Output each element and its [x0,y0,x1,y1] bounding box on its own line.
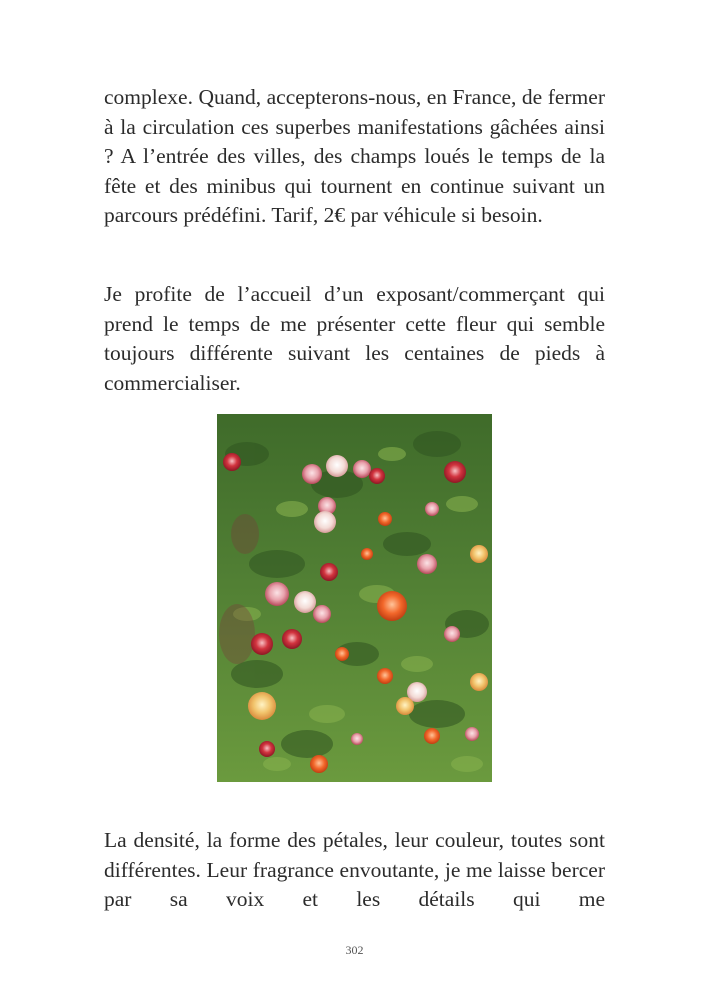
page-number: 302 [345,943,364,957]
paragraph-intro: complexe. Quand, accepterons-nous, en France, de fermer à la circulation ces superbes manifestations gâchées ainsi ? A l’entrée des villes, des champs loués le temps de la fête et des minibus qui tournent en continue suivant un parcours prédéfini. Tarif, 2€ par véhicule si besoin. [104,85,605,227]
rose-bushes-photo [217,414,492,782]
paragraph-petals: La densité, la forme des pétales, leur couleur, toutes sont différentes. Leur fragrance envoutante, je me laisse bercer par sa voix et les détails qui me [104,828,605,911]
rose-bushes-illustration [217,414,492,782]
paragraph-exhibitor: Je profite de l’accueil d’un exposant/commerçant qui prend le temps de me présenter cette fleur qui semble toujours différente suivant les centaines de pieds à commercialiser. [104,282,605,395]
